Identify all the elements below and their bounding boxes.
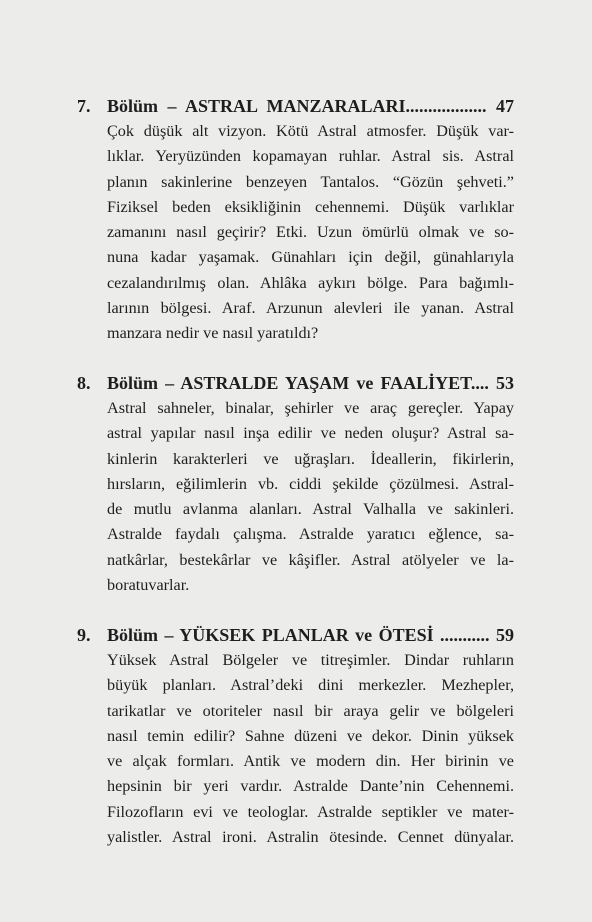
summary-line: larının bölgesi. Araf. Arzunun alevleri ile yanan. Astral bbox=[107, 299, 514, 318]
summary-line: tarikatlar ve otoriteler nasıl bir araya gelir ve bölgeleri bbox=[107, 701, 514, 720]
summary-line: de mutlu avlanma alanları. Astral Valhalla ve sakinleri. bbox=[107, 500, 514, 519]
summary-line: planın sakinlerine benzeyen Tantalos. “Gözün şehveti.” bbox=[107, 172, 514, 191]
summary-line: nasıl temin edilir? Sahne düzeni ve dekor. Dinin yüksek bbox=[107, 726, 514, 745]
summary-line: Fiziksel beden eksikliğinin cehennemi. Düşük varlıklar bbox=[107, 197, 514, 216]
chapter-9-entry bbox=[77, 623, 514, 850]
summary-line: natkârlar, bestekârlar ve kâşifler. Astral atölyeler ve la- bbox=[107, 550, 514, 569]
summary-line: manzara nedir ve nasıl yaratıldı? bbox=[107, 324, 319, 343]
summary-line: cezalandırılmış olan. Ahlâka aykırı bölge. Para bağımlı- bbox=[107, 273, 514, 292]
summary-line: lıklar. Yeryüzünden kopamayan ruhlar. Astral sis. Astral bbox=[107, 147, 514, 166]
chapter-title: Bölüm – ASTRAL MANZARALARI.................. 47 bbox=[107, 96, 514, 116]
chapter-8-entry bbox=[77, 371, 514, 598]
chapter-title: Bölüm – YÜKSEK PLANLAR ve ÖTESİ ........... 59 bbox=[107, 625, 514, 645]
summary-line: hepsinin bir yeri vardır. Astralde Dante’nin Cehennemi. bbox=[107, 777, 514, 796]
chapter-title: Bölüm – ASTRALDE YAŞAM ve FAALİYET.... 53 bbox=[107, 373, 514, 393]
summary-line: nuna kadar yaşamak. Günahları için değil, günahlarıyla bbox=[107, 248, 514, 267]
summary-line: zamanını nasıl geçirir? Etki. Uzun ömürlü olmak ve so- bbox=[107, 223, 514, 242]
summary-line: yalistler. Astral ironi. Astralin ötesinde. Cennet dünyalar. bbox=[107, 828, 514, 847]
chapter-summary bbox=[107, 396, 514, 598]
summary-line: Filozofların evi ve teologlar. Astralde septikler ve mater- bbox=[107, 802, 514, 821]
summary-line: Astral sahneler, binalar, şehirler ve araç gereçler. Yapay bbox=[107, 399, 514, 417]
summary-line: Yüksek Astral Bölgeler ve titreşimler. Dindar ruhların bbox=[107, 651, 514, 669]
chapter-heading bbox=[77, 371, 514, 396]
chapter-summary bbox=[107, 648, 514, 850]
chapter-summary bbox=[107, 119, 514, 347]
summary-line: Çok düşük alt vizyon. Kötü Astral atmosfer. Düşük var- bbox=[107, 122, 514, 140]
summary-line: astral yapılar nasıl inşa edilir ve neden oluşur? Astral sa- bbox=[107, 424, 514, 443]
summary-line: boratuvarlar. bbox=[107, 576, 190, 595]
summary-line: hırsların, eğilimlerin vb. ciddi şekilde çözülmesi. Astral- bbox=[107, 474, 514, 493]
chapter-number: 9. bbox=[77, 625, 91, 645]
chapter-number: 7. bbox=[77, 96, 91, 116]
chapter-number: 8. bbox=[77, 373, 91, 393]
summary-line: büyük planları. Astral’deki dini merkezler. Mezhepler, bbox=[107, 676, 514, 695]
chapter-heading bbox=[77, 623, 514, 648]
chapter-7-entry bbox=[77, 94, 514, 347]
summary-line: kinlerin karakterleri ve uğraşları. İdeallerin, fikirlerin, bbox=[107, 449, 514, 468]
summary-line: ve alçak formları. Antik ve modern din. Her birinin ve bbox=[107, 752, 514, 771]
summary-line: Astralde faydalı çalışma. Astralde yaratıcı eğlence, sa- bbox=[107, 525, 514, 544]
chapter-heading bbox=[77, 94, 514, 119]
